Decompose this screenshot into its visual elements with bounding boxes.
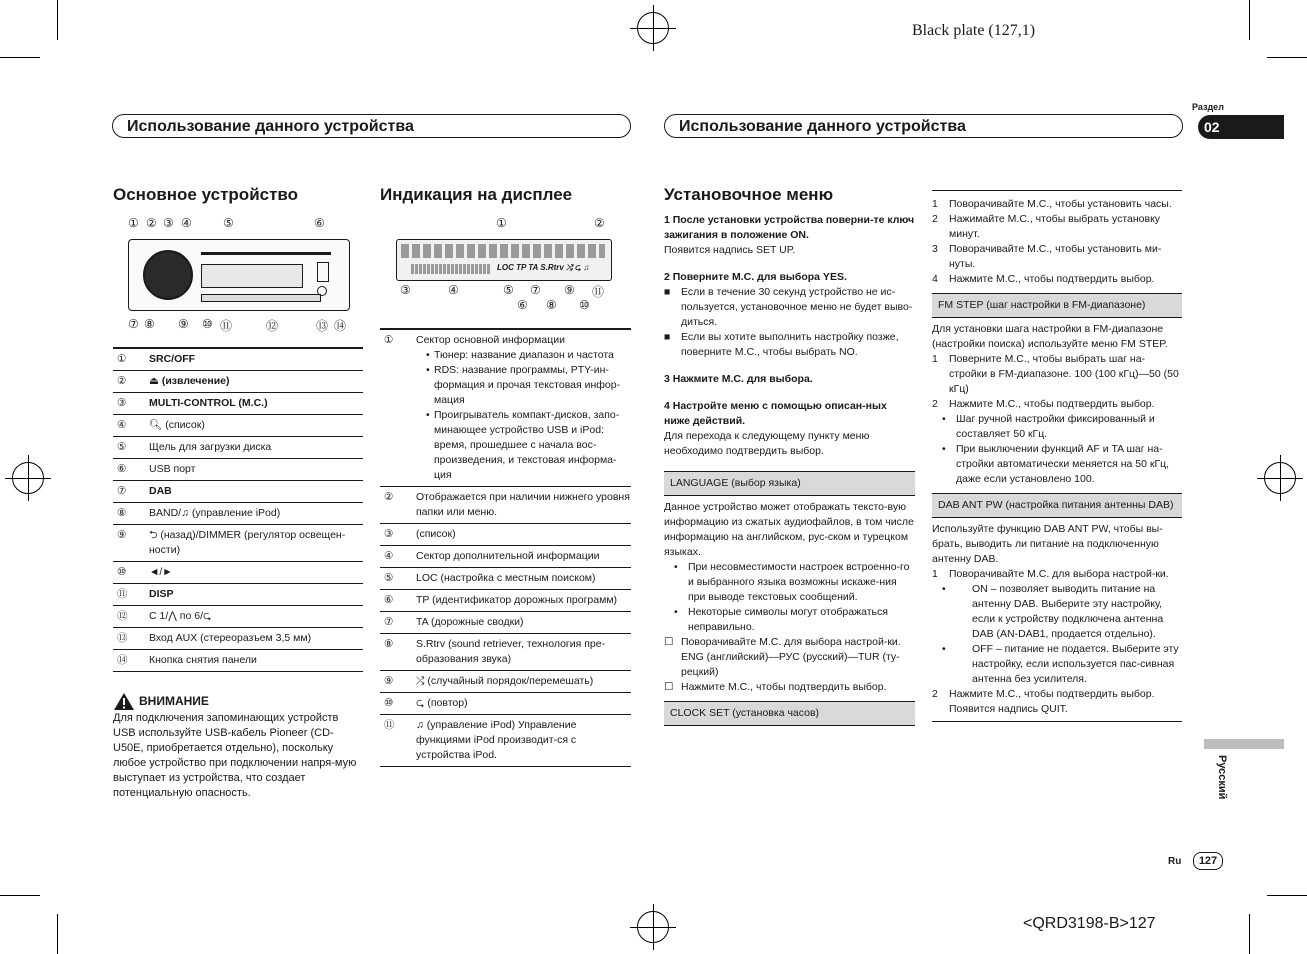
row-number: ⑩: [117, 566, 127, 578]
language-text: Данное устройство может отображать тексто-вую информацию из сжатых аудиофайлов, в том числе информацию на английском, рус-ском и турецком языках.: [664, 501, 914, 558]
row-number: ⑦: [117, 485, 127, 497]
callout: ④: [181, 216, 192, 230]
registration-mark-icon: [1264, 462, 1296, 494]
callout: ⑥: [517, 298, 528, 312]
row-number: ③: [117, 397, 127, 409]
row-text: (список): [416, 528, 456, 540]
row-text: С 1/⋀ по 6/⮎: [149, 610, 212, 622]
table-row: [380, 693, 631, 715]
row-text: SRC/OFF: [149, 353, 196, 365]
row-text: 🔍︎ (список): [149, 419, 205, 431]
callout: ⑭: [334, 319, 347, 333]
table-row: [113, 371, 363, 393]
row-number: ④: [384, 550, 394, 562]
callout: ⑩: [202, 317, 213, 331]
step-2: 2 Поверните M.C. для выбора YES.: [664, 271, 847, 283]
row-text: ♫ (управление iPod) Управление функциями iPod производит-ся с устройства iPod.: [416, 719, 577, 761]
multi-control-knob-icon: [143, 250, 193, 300]
row-number: ⑥: [117, 463, 127, 475]
col2-title: Индикация на дисплее: [380, 185, 573, 204]
fm-step-text: Для установки шага настройки в FM-диапазоне (настройки поиска) используйте меню FM STEP.: [932, 323, 1168, 350]
fm-step: 2 Нажмите M.C., чтобы подтвердить выбор.: [932, 398, 1155, 410]
table-row: [113, 562, 363, 584]
row-number: ⑥: [384, 594, 394, 606]
callout: ③: [400, 283, 411, 297]
clock-step: 4 Нажмите M.C., чтобы подтвердить выбор.: [932, 273, 1155, 285]
row-text: BAND/♫ (управление iPod): [149, 507, 281, 519]
setup-menu-column: [664, 201, 915, 726]
language-tab-label: Русский: [1216, 755, 1228, 800]
row-number: ⑦: [384, 616, 394, 628]
callout: ⑩: [579, 298, 590, 312]
clock-heading: CLOCK SET (установка часов): [664, 701, 915, 726]
dab-bullet: • OFF – питание не подается. Выберите эту настройку, если используется пас-сивная антенна без усилителя.: [932, 642, 1182, 687]
crop-mark: [1267, 895, 1307, 896]
row-number: ⑪: [384, 719, 395, 731]
preset-buttons: [201, 294, 321, 302]
registration-mark-icon: [637, 911, 669, 943]
row-text: ⮌ (назад)/DIMMER (регулятор освещен-ности): [149, 529, 346, 556]
clock-step: 3 Поворачивайте M.C., чтобы установить ми-нуты.: [932, 243, 1162, 270]
clock-step: 2 Нажимайте M.C., чтобы выбрать установку минут.: [932, 213, 1161, 240]
table-row: [113, 606, 363, 628]
table-row: [380, 330, 631, 487]
row-text: DISP: [149, 588, 174, 600]
row-text: ⏏ (извлечение): [149, 375, 230, 387]
row-number: ②: [117, 375, 127, 387]
callout: ⑬: [316, 319, 329, 333]
row-number: ⑪: [117, 588, 128, 600]
table-row: [380, 715, 631, 767]
crop-mark: [57, 914, 58, 954]
row-number: ⑩: [384, 697, 394, 709]
warning-triangle-icon: [113, 692, 135, 711]
row-number: ③: [384, 528, 394, 540]
language-bullet: • При несовместимости настроек встроенно-го и выбранного языка возможны искаже-ния при выводе текстовых сообщений.: [664, 560, 915, 605]
callout: ⑥: [314, 216, 325, 230]
callout: ③: [163, 216, 174, 230]
row-number: ①: [117, 353, 127, 365]
row-bullet: • Проигрыватель компакт-дисков, запо-минающее устройство USB и iPod: время, прошедшее с начала вос-произведения, и текстовая информа-ция: [416, 408, 631, 483]
step-3: 3 Нажмите M.C. для выбора.: [664, 373, 813, 385]
row-number: ⑨: [117, 529, 127, 541]
callout: ⑤: [223, 216, 234, 230]
crop-mark: [0, 895, 40, 896]
section-label: Раздел: [1192, 102, 1224, 112]
row-text: USB порт: [149, 463, 196, 475]
display-indicators-table: [380, 328, 631, 767]
table-row: [113, 349, 363, 371]
header-left: Использование данного устройства: [112, 114, 631, 138]
sub-info-segments: [411, 264, 491, 274]
row-bullet: • RDS: название программы, PTY-ин-формация и прочая текстовая инфор-мация: [416, 363, 631, 408]
row-number: ④: [117, 419, 127, 431]
table-row: [380, 612, 631, 634]
row-number: ⑤: [117, 441, 127, 453]
crop-mark: [57, 0, 58, 40]
table-row: [113, 481, 363, 503]
callout: ①: [496, 216, 507, 230]
registration-mark-icon: [12, 462, 44, 494]
callout: ⑫: [266, 319, 279, 333]
callout: ⑧: [144, 317, 155, 331]
page-number: 127: [1193, 852, 1223, 870]
step-2-note: ■ Если вы хотите выполнить настройку позже, поверните M.C., чтобы выбрать NO.: [664, 331, 899, 358]
lcd-indicators: LOC TP TA S.Rtrv ⤮ ⮎ ♫: [497, 263, 590, 272]
row-text: ⮎ (повтор): [416, 697, 468, 709]
callout: ⑦: [128, 317, 139, 331]
head-unit-illustration: [128, 239, 350, 311]
callout: ⑪: [220, 319, 233, 333]
table-row: [113, 584, 363, 606]
callout: ⑤: [503, 283, 514, 297]
row-bullet: • Тюнер: название диапазон и частота: [416, 348, 631, 363]
registration-mark-icon: [637, 12, 669, 44]
callout: ⑪: [592, 285, 605, 299]
footer-code: <QRD3198-B>127: [1023, 915, 1156, 932]
language-step: ☐ Нажмите M.C., чтобы подтвердить выбор.: [664, 681, 887, 693]
disc-slot: [201, 252, 331, 255]
row-number: ⑬: [117, 632, 128, 644]
page-lang: Ru: [1168, 856, 1182, 867]
callout: ⑨: [564, 283, 575, 297]
usb-port-icon: [317, 262, 329, 282]
callout: ②: [146, 216, 157, 230]
table-row: [380, 634, 631, 671]
language-step: ☐ Поворачивайте M.C. для выбора настрой-ки. ENG (английский)—РУС (русский)—TUR (ту-рецкий): [664, 636, 901, 678]
header-right: Использование данного устройства: [664, 114, 1183, 138]
row-text: S.Rtrv (sound retriever, технология пре-образования звука): [416, 638, 606, 665]
row-number: ⑤: [384, 572, 394, 584]
crop-mark: [1249, 0, 1250, 40]
table-row: [380, 590, 631, 612]
table-row: [113, 459, 363, 481]
language-heading: LANGUAGE (выбор языка): [664, 471, 915, 496]
crop-mark: [1267, 57, 1307, 58]
table-row: [380, 568, 631, 590]
plate-label: Black plate (127,1): [912, 22, 1036, 39]
table-row: [380, 524, 631, 546]
row-text: ⤮ (случайный порядок/перемешать): [416, 675, 594, 687]
table-row: [113, 503, 363, 525]
callout: ①: [128, 216, 139, 230]
row-text: TA (дорожные сводки): [416, 616, 524, 628]
row-number: ②: [384, 491, 394, 503]
callout: ⑨: [178, 317, 189, 331]
dab-step: 2 Нажмите M.C., чтобы подтвердить выбор. Появится надпись QUIT.: [932, 687, 1182, 722]
row-text: MULTI-CONTROL (M.C.): [149, 397, 268, 409]
row-text: ◄/►: [149, 566, 173, 578]
crop-mark: [0, 57, 40, 58]
lcd-illustration: [396, 239, 612, 281]
fm-bullet: • Шаг ручной настройки фиксированный и составляет 50 кГц.: [932, 412, 1182, 442]
dab-text: Используйте функцию DAB ANT PW, чтобы вы-брать, выводить ли питание на подключенную антенну DAB.: [932, 523, 1163, 565]
row-text: DAB: [149, 485, 172, 497]
dab-bullet: • ON – позволяет выводить питание на антенну DAB. Выберите эту настройку, если к устройству подключена антенна DAB (AN-DAB1, продается отдельно).: [932, 582, 1182, 642]
fm-step: 1 Поверните M.C., чтобы выбрать шаг на-стройки в FM-диапазоне. 100 (100 кГц)—50 (50 кГц): [932, 353, 1179, 395]
dab-heading: DAB ANT PW (настройка питания антенны DAB): [932, 493, 1182, 518]
row-number: ①: [384, 334, 394, 346]
fm-bullet: • При выключении функций AF и TA шаг на-стройки автоматически меняется на 50 кГц, даже если установлено 100.: [932, 442, 1182, 487]
display-window: [201, 264, 303, 288]
warning-block: [113, 692, 363, 801]
device-callouts-top: [128, 216, 358, 234]
step-1-note: Появится надпись SET UP.: [664, 244, 796, 256]
col3-title: Установочное меню: [664, 185, 834, 204]
table-row: [113, 437, 363, 459]
step-4: 4 Настройте меню с помощью описан-ных ниже действий.: [664, 400, 887, 427]
step-4-note: Для перехода к следующему пункту меню необходимо подтвердить выбор.: [664, 430, 870, 457]
row-number: ⑫: [117, 610, 128, 622]
step-1: 1 После установки устройства поверни-те ключ зажигания в положение ON.: [664, 214, 915, 241]
row-text: Отображается при наличии нижнего уровня папки или меню.: [416, 491, 630, 518]
row-text: TP (идентификатор дорожных программ): [416, 594, 618, 606]
row-text: LOC (настройка с местным поиском): [416, 572, 596, 584]
row-text: Сектор основной информации: [416, 334, 565, 346]
warning-title: ВНИМАНИЕ: [139, 694, 209, 708]
callout: ④: [448, 283, 459, 297]
crop-mark: [1249, 914, 1250, 954]
device-parts-table: [113, 347, 363, 672]
setup-menu-column-2: [932, 190, 1182, 722]
row-text: Сектор дополнительной информации: [416, 550, 600, 562]
row-text: Вход AUX (стереоразъем 3,5 мм): [149, 632, 312, 644]
callout: ⑦: [530, 283, 541, 297]
fm-step-heading: FM STEP (шаг настройки в FM-диапазоне): [932, 293, 1182, 318]
main-info-segments: [401, 244, 605, 258]
section-number-badge: 02: [1198, 115, 1284, 139]
table-row: [380, 671, 631, 693]
language-tab-bar: [1204, 739, 1284, 749]
row-number: ⑧: [384, 638, 394, 650]
table-row: [113, 393, 363, 415]
table-row: [380, 487, 631, 524]
row-text: Щель для загрузки диска: [149, 441, 272, 453]
row-number: ⑧: [117, 507, 127, 519]
warning-text: Для подключения запоминающих устройств USB используйте USB-кабель Pioneer (CD-U50E, приобретается отдельно), поскольку любое устройство при подключении напря-мую выступает из устройства, что создает потенциальную опасность.: [113, 712, 357, 799]
callout: ②: [594, 216, 605, 230]
callout: ⑧: [546, 298, 557, 312]
table-row: [113, 415, 363, 437]
aux-jack-icon: [317, 286, 327, 296]
language-bullet: • Некоторые символы могут отображаться неправильно.: [664, 605, 915, 635]
table-row: [113, 525, 363, 562]
row-text: Кнопка снятия панели: [149, 654, 257, 666]
col1-title: Основное устройство: [113, 185, 299, 204]
table-row: [113, 628, 363, 650]
device-callouts-bottom: [128, 317, 358, 335]
step-2-note: ■ Если в течение 30 секунд устройство не ис-пользуется, установочное меню не будет выво-диться.: [664, 286, 913, 328]
lcd-callouts-bottom: [396, 283, 616, 313]
dab-step: 1 Поворачивайте M.C. для выбора настрой-ки.: [932, 568, 1169, 580]
table-row: [380, 546, 631, 568]
row-number: ⑭: [117, 654, 128, 666]
lcd-callouts-top: [396, 216, 616, 234]
row-number: ⑨: [384, 675, 394, 687]
table-row: [113, 650, 363, 672]
clock-step: 1 Поворачивайте M.C., чтобы установить часы.: [932, 198, 1172, 210]
